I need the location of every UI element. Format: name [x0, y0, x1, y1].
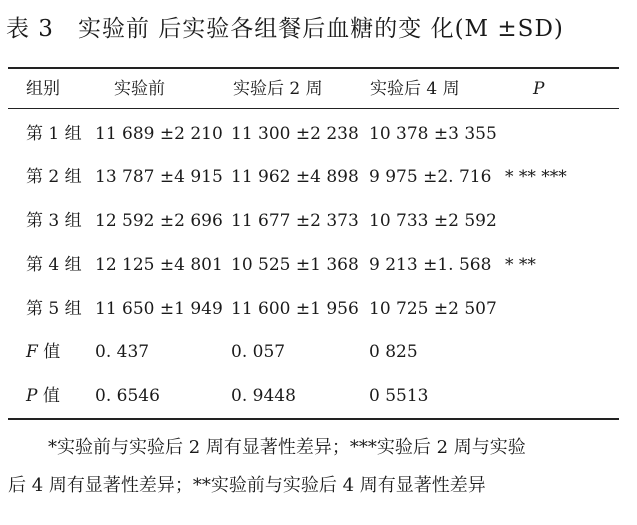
table-caption	[6, 14, 631, 44]
p-value-week4: 0 5513	[369, 386, 429, 406]
table-row-4-week4: 9 213 ±1. 568	[369, 255, 492, 275]
table-row-1-before: 11 689 ±2 210	[95, 124, 223, 144]
table-row-2-week4: 9 975 ±2. 716	[369, 167, 492, 187]
f-value-before: 0. 437	[95, 342, 150, 362]
table-row-4-week2: 10 525 ±1 368	[231, 255, 359, 275]
column-header-week2: 实验后 2 周	[233, 79, 323, 99]
table-row-1-group: 第 1 组	[26, 124, 82, 144]
table-top-rule	[8, 67, 619, 69]
table-row-4-sig: * **	[505, 255, 536, 275]
f-value-week4: 0 825	[369, 342, 418, 362]
table-row-5-week4: 10 725 ±2 507	[369, 299, 497, 319]
table-row-2-group: 第 2 组	[26, 167, 82, 187]
p-value-label	[26, 385, 60, 407]
table-row-5-group: 第 5 组	[26, 299, 82, 319]
table-header-rule	[8, 108, 619, 109]
f-value-week2: 0. 057	[231, 342, 286, 362]
f-letter: F	[26, 342, 38, 362]
table-number: 表 3	[6, 16, 54, 42]
column-header-p: P	[533, 79, 545, 99]
table-row-5-week2: 11 600 ±1 956	[231, 299, 359, 319]
table-row-4-before: 12 125 ±4 801	[95, 255, 223, 275]
column-header-week4: 实验后 4 周	[370, 79, 460, 99]
p-value-week2: 0. 9448	[231, 386, 296, 406]
p-letter: P	[26, 386, 38, 406]
table-row-2-week2: 11 962 ±4 898	[231, 167, 359, 187]
table-row-3-week2: 11 677 ±2 373	[231, 211, 359, 231]
p-value-before: 0. 6546	[95, 386, 160, 406]
column-header-before: 实验前	[114, 79, 165, 99]
table-note-line-2: 后 4 周有显著性差异；**实验前与实验后 4 周有显著性差异	[8, 475, 486, 496]
table-row-1-week2: 11 300 ±2 238	[231, 124, 359, 144]
f-suffix: 值	[37, 342, 61, 362]
table-row-2-sig: * ** ***	[505, 167, 567, 187]
table-row-3-before: 12 592 ±2 696	[95, 211, 223, 231]
table-row-1-week4: 10 378 ±3 355	[369, 124, 497, 144]
table-note-line-1: *实验前与实验后 2 周有显著性差异；***实验后 2 周与实验	[48, 437, 526, 458]
p-suffix: 值	[37, 386, 60, 406]
column-header-group: 组别	[26, 79, 60, 99]
table-row-2-before: 13 787 ±4 915	[95, 167, 223, 187]
table-title: 实验前 后实验各组餐后血糖的变 化(M ±SD)	[77, 16, 564, 42]
table-row-3-week4: 10 733 ±2 592	[369, 211, 497, 231]
table-bottom-rule	[8, 418, 619, 420]
table-row-3-group: 第 3 组	[26, 211, 82, 231]
table-row-5-before: 11 650 ±1 949	[95, 299, 223, 319]
table-row-4-group: 第 4 组	[26, 255, 82, 275]
f-value-label	[26, 341, 60, 363]
